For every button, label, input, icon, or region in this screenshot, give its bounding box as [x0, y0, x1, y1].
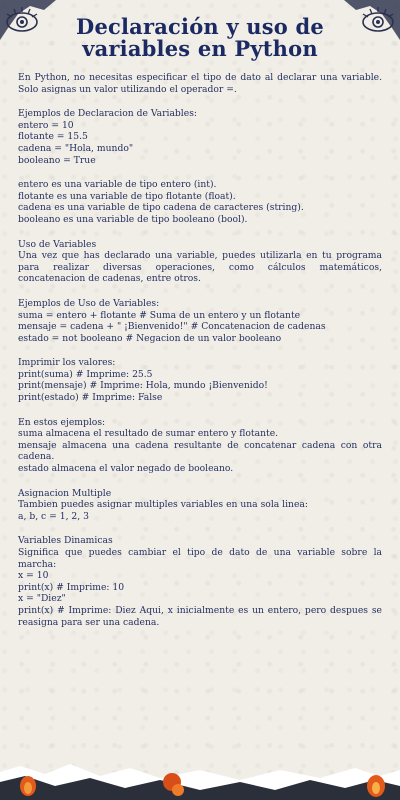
article-body [18, 72, 382, 641]
text-line: booleano es una variable de tipo booleano (bool). [18, 213, 248, 225]
print-examples [18, 357, 382, 403]
declaration-examples [18, 108, 382, 166]
flame-icon [367, 775, 385, 797]
code-line: x = 10 [18, 570, 49, 582]
text-line: Tambien puedes asignar multiples variables en una sola linea: [18, 499, 308, 511]
section-heading: Imprimir los valores: [18, 357, 116, 369]
text-line: mensaje almacena una cadena resultante de concatenar cadena con otra cadena. [18, 439, 382, 463]
text-line: flotante es una variable de tipo flotante (float). [18, 190, 236, 202]
code-line: a, b, c = 1, 2, 3 [18, 510, 89, 522]
section-heading: En estos ejemplos: [18, 416, 106, 428]
section-heading: Variables Dinamicas [18, 535, 113, 547]
flame-icon [20, 776, 36, 796]
code-line: print(x) # Imprime: Diez Aqui, x inicialmente es un entero, pero despues se reasigna para ser una cadena. [18, 604, 382, 628]
section-heading: Ejemplos de Uso de Variables: [18, 297, 160, 309]
section-heading: Asignacion Multiple [18, 487, 112, 499]
page-title: Declaración y uso de variables en Python [76, 14, 324, 61]
code-line: mensaje = cadena + " ¡Bienvenido!" # Concatenacion de cadenas [18, 321, 326, 333]
text-line: suma almacena el resultado de sumar entero y flotante. [18, 428, 279, 440]
usage-section [18, 239, 382, 285]
code-line: flotante = 15.5 [18, 131, 88, 143]
section-heading: Ejemplos de Declaracion de Variables: [18, 108, 197, 120]
dynamic-paragraph: Significa que puedes cambiar el tipo de dato de una variable sobre la marcha: [18, 547, 382, 570]
code-line: suma = entero + flotante # Suma de un entero y un flotante [18, 309, 301, 321]
usage-paragraph: Una vez que has declarado una variable, puedes utilizarla en tu programa para realizar diversas operaciones, como cálculos matemáticos, concatenacion de cadenas, entre otros. [18, 250, 382, 285]
code-line: booleano = True [18, 154, 96, 166]
text-line: cadena es una variable de tipo cadena de caracteres (string). [18, 202, 304, 214]
header [0, 0, 400, 72]
code-line: print(estado) # Imprime: False [18, 392, 163, 404]
intro-paragraph: En Python, no necesitas especificar el tipo de dato al declarar una variable. Solo asignas un valor utilizando el operador =. [18, 72, 382, 95]
multiple-assignment [18, 488, 382, 523]
code-line: print(x) # Imprime: 10 [18, 581, 125, 593]
code-line: print(suma) # Imprime: 25.5 [18, 368, 153, 380]
text-line: entero es una variable de tipo entero (int). [18, 179, 217, 191]
code-line: print(mensaje) # Imprime: Hola, mundo ¡Bienvenido! [18, 380, 268, 392]
code-line: cadena = "Hola, mundo" [18, 142, 134, 154]
usage-examples [18, 298, 382, 344]
type-descriptions [18, 179, 382, 225]
explanation-section [18, 417, 382, 475]
footer-decoration [0, 730, 400, 800]
code-line: estado = not booleano # Negacion de un valor booleano [18, 332, 282, 344]
code-line: entero = 10 [18, 119, 74, 131]
dynamic-variables [18, 535, 382, 628]
code-line: x = "Diez" [18, 593, 66, 605]
text-line: estado almacena el valor negado de booleano. [18, 463, 234, 475]
section-heading: Uso de Variables [18, 238, 97, 250]
